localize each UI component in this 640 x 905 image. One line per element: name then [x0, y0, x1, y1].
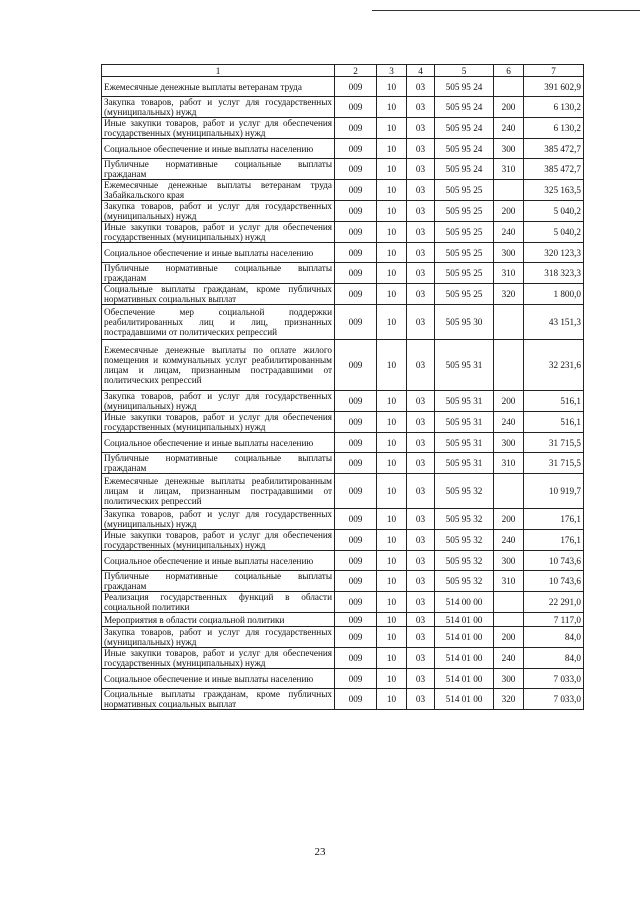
cell-name: Публичные нормативные социальные выплаты гражданам	[102, 571, 335, 592]
cell-ved: 009	[335, 340, 377, 391]
header-row	[102, 65, 584, 77]
cell-name: Ежемесячные денежные выплаты по оплате жилого помещения и коммунальных услуг реабилитированным лицам и лицам, признанным пострадавшими от политических репрессий	[102, 340, 335, 391]
cell-name: Социальное обеспечение и иные выплаты населению	[102, 551, 335, 571]
cell-ved: 009	[335, 571, 377, 592]
cell-summa: 516,1	[524, 391, 584, 412]
cell-ved: 009	[335, 201, 377, 222]
cell-podrazdel: 03	[407, 180, 435, 201]
cell-summa: 391 602,9	[524, 77, 584, 97]
cell-vid-rashodov: 240	[494, 648, 524, 669]
cell-razdel: 10	[377, 648, 407, 669]
cell-razdel: 10	[377, 530, 407, 551]
cell-tselevaya-statya: 514 01 00	[435, 648, 494, 669]
cell-name: Закупка товаров, работ и услуг для государственных (муниципальных) нужд	[102, 391, 335, 412]
cell-podrazdel: 03	[407, 77, 435, 97]
cell-vid-rashodov: 320	[494, 689, 524, 710]
cell-vid-rashodov: 300	[494, 139, 524, 159]
cell-summa: 320 123,3	[524, 243, 584, 263]
cell-name: Социальные выплаты гражданам, кроме публичных нормативных социальных выплат	[102, 284, 335, 305]
table-row	[102, 118, 584, 139]
cell-name: Социальное обеспечение и иные выплаты населению	[102, 433, 335, 453]
cell-tselevaya-statya: 505 95 31	[435, 391, 494, 412]
table-row	[102, 474, 584, 509]
cell-tselevaya-statya: 514 01 00	[435, 669, 494, 689]
cell-tselevaya-statya: 514 01 00	[435, 689, 494, 710]
cell-summa: 6 130,2	[524, 118, 584, 139]
cell-name: Закупка товаров, работ и услуг для государственных (муниципальных) нужд	[102, 97, 335, 118]
cell-ved: 009	[335, 391, 377, 412]
cell-summa: 385 472,7	[524, 139, 584, 159]
cell-razdel: 10	[377, 243, 407, 263]
cell-razdel: 10	[377, 97, 407, 118]
cell-summa: 7 117,0	[524, 613, 584, 627]
cell-name: Ежемесячные денежные выплаты реабилитированным лицам и лицам, признанным пострадавшими от политических репрессий	[102, 474, 335, 509]
cell-podrazdel: 03	[407, 340, 435, 391]
cell-vid-rashodov: 300	[494, 551, 524, 571]
cell-podrazdel: 03	[407, 592, 435, 613]
cell-razdel: 10	[377, 433, 407, 453]
cell-podrazdel: 03	[407, 551, 435, 571]
table-row	[102, 530, 584, 551]
cell-podrazdel: 03	[407, 613, 435, 627]
cell-razdel: 10	[377, 689, 407, 710]
cell-razdel: 10	[377, 263, 407, 284]
cell-tselevaya-statya: 514 00 00	[435, 592, 494, 613]
cell-razdel: 10	[377, 551, 407, 571]
cell-summa: 10 743,6	[524, 551, 584, 571]
cell-vid-rashodov: 320	[494, 284, 524, 305]
page-number: 23	[314, 846, 326, 858]
cell-tselevaya-statya: 505 95 25	[435, 263, 494, 284]
cell-ved: 009	[335, 530, 377, 551]
cell-tselevaya-statya: 514 01 00	[435, 627, 494, 648]
cell-ved: 009	[335, 263, 377, 284]
cell-vid-rashodov	[494, 180, 524, 201]
table-row	[102, 689, 584, 710]
cell-ved: 009	[335, 433, 377, 453]
cell-razdel: 10	[377, 509, 407, 530]
cell-ved: 009	[335, 669, 377, 689]
cell-vid-rashodov: 200	[494, 627, 524, 648]
cell-ved: 009	[335, 509, 377, 530]
cell-podrazdel: 03	[407, 284, 435, 305]
header-col-1: 1	[102, 65, 335, 77]
cell-razdel: 10	[377, 201, 407, 222]
table-row	[102, 648, 584, 669]
top-rule	[372, 10, 640, 11]
cell-razdel: 10	[377, 77, 407, 97]
cell-name: Иные закупки товаров, работ и услуг для обеспечения государственных (муниципальных) нужд	[102, 530, 335, 551]
cell-razdel: 10	[377, 284, 407, 305]
cell-ved: 009	[335, 159, 377, 180]
table-row	[102, 284, 584, 305]
cell-vid-rashodov	[494, 305, 524, 340]
cell-podrazdel: 03	[407, 627, 435, 648]
cell-ved: 009	[335, 627, 377, 648]
cell-ved: 009	[335, 284, 377, 305]
cell-tselevaya-statya: 505 95 25	[435, 243, 494, 263]
cell-tselevaya-statya: 505 95 32	[435, 530, 494, 551]
cell-ved: 009	[335, 118, 377, 139]
cell-ved: 009	[335, 592, 377, 613]
cell-summa: 318 323,3	[524, 263, 584, 284]
cell-vid-rashodov: 240	[494, 118, 524, 139]
cell-tselevaya-statya: 505 95 31	[435, 433, 494, 453]
cell-vid-rashodov: 240	[494, 412, 524, 433]
cell-ved: 009	[335, 97, 377, 118]
cell-vid-rashodov: 310	[494, 159, 524, 180]
cell-podrazdel: 03	[407, 571, 435, 592]
table-row	[102, 180, 584, 201]
cell-tselevaya-statya: 505 95 32	[435, 571, 494, 592]
cell-vid-rashodov: 300	[494, 433, 524, 453]
cell-vid-rashodov: 200	[494, 391, 524, 412]
table-row	[102, 391, 584, 412]
cell-vid-rashodov	[494, 77, 524, 97]
table-row	[102, 305, 584, 340]
cell-vid-rashodov: 310	[494, 453, 524, 474]
cell-podrazdel: 03	[407, 118, 435, 139]
cell-name: Публичные нормативные социальные выплаты гражданам	[102, 453, 335, 474]
cell-ved: 009	[335, 689, 377, 710]
cell-ved: 009	[335, 551, 377, 571]
table-row	[102, 243, 584, 263]
cell-podrazdel: 03	[407, 263, 435, 284]
cell-tselevaya-statya: 505 95 24	[435, 118, 494, 139]
cell-vid-rashodov: 300	[494, 669, 524, 689]
cell-summa: 43 151,3	[524, 305, 584, 340]
cell-name: Закупка товаров, работ и услуг для государственных (муниципальных) нужд	[102, 627, 335, 648]
cell-ved: 009	[335, 453, 377, 474]
cell-name: Обеспечение мер социальной поддержки реабилитированных лиц и лиц, признанных пострадавшими от политических репрессий	[102, 305, 335, 340]
cell-summa: 32 231,6	[524, 340, 584, 391]
cell-name: Публичные нормативные социальные выплаты гражданам	[102, 263, 335, 284]
cell-summa: 5 040,2	[524, 201, 584, 222]
cell-summa: 31 715,5	[524, 453, 584, 474]
cell-summa: 1 800,0	[524, 284, 584, 305]
table-body	[102, 77, 584, 710]
cell-vid-rashodov	[494, 613, 524, 627]
cell-vid-rashodov: 200	[494, 509, 524, 530]
table-row	[102, 433, 584, 453]
cell-summa: 176,1	[524, 509, 584, 530]
cell-tselevaya-statya: 514 01 00	[435, 613, 494, 627]
cell-summa: 516,1	[524, 412, 584, 433]
cell-tselevaya-statya: 505 95 31	[435, 453, 494, 474]
header-col-7: 7	[524, 65, 584, 77]
table-row	[102, 201, 584, 222]
budget-table	[101, 64, 584, 710]
table-row	[102, 613, 584, 627]
cell-name: Иные закупки товаров, работ и услуг для обеспечения государственных (муниципальных) нужд	[102, 118, 335, 139]
cell-summa: 84,0	[524, 648, 584, 669]
cell-tselevaya-statya: 505 95 24	[435, 139, 494, 159]
cell-razdel: 10	[377, 139, 407, 159]
cell-podrazdel: 03	[407, 412, 435, 433]
cell-name: Закупка товаров, работ и услуг для государственных (муниципальных) нужд	[102, 509, 335, 530]
table-row	[102, 159, 584, 180]
table-row	[102, 509, 584, 530]
cell-podrazdel: 03	[407, 689, 435, 710]
cell-name: Иные закупки товаров, работ и услуг для обеспечения государственных (муниципальных) нужд	[102, 648, 335, 669]
cell-name: Мероприятия в области социальной политики	[102, 613, 335, 627]
table-row	[102, 571, 584, 592]
cell-tselevaya-statya: 505 95 31	[435, 412, 494, 433]
cell-vid-rashodov: 310	[494, 571, 524, 592]
cell-ved: 009	[335, 474, 377, 509]
cell-summa: 10 919,7	[524, 474, 584, 509]
cell-name: Социальное обеспечение и иные выплаты населению	[102, 669, 335, 689]
cell-name: Социальные выплаты гражданам, кроме публичных нормативных социальных выплат	[102, 689, 335, 710]
cell-ved: 009	[335, 139, 377, 159]
cell-name: Ежемесячные денежные выплаты ветеранам труда Забайкальского края	[102, 180, 335, 201]
cell-name: Социальное обеспечение и иные выплаты населению	[102, 139, 335, 159]
cell-summa: 7 033,0	[524, 689, 584, 710]
cell-name: Иные закупки товаров, работ и услуг для обеспечения государственных (муниципальных) нужд	[102, 222, 335, 243]
cell-vid-rashodov: 240	[494, 222, 524, 243]
cell-name: Социальное обеспечение и иные выплаты населению	[102, 243, 335, 263]
cell-summa: 84,0	[524, 627, 584, 648]
cell-ved: 009	[335, 243, 377, 263]
table-row	[102, 77, 584, 97]
table-row	[102, 551, 584, 571]
header-col-2: 2	[335, 65, 377, 77]
cell-name: Публичные нормативные социальные выплаты гражданам	[102, 159, 335, 180]
cell-vid-rashodov: 310	[494, 263, 524, 284]
cell-podrazdel: 03	[407, 453, 435, 474]
table-row	[102, 222, 584, 243]
cell-ved: 009	[335, 305, 377, 340]
cell-tselevaya-statya: 505 95 32	[435, 551, 494, 571]
cell-razdel: 10	[377, 627, 407, 648]
cell-summa: 22 291,0	[524, 592, 584, 613]
table-row	[102, 627, 584, 648]
cell-summa: 325 163,5	[524, 180, 584, 201]
table-row	[102, 592, 584, 613]
cell-razdel: 10	[377, 613, 407, 627]
cell-vid-rashodov	[494, 474, 524, 509]
cell-tselevaya-statya: 505 95 32	[435, 474, 494, 509]
cell-razdel: 10	[377, 412, 407, 433]
cell-vid-rashodov	[494, 340, 524, 391]
header-col-4: 4	[407, 65, 435, 77]
cell-tselevaya-statya: 505 95 24	[435, 159, 494, 180]
cell-podrazdel: 03	[407, 97, 435, 118]
cell-podrazdel: 03	[407, 391, 435, 412]
header-col-5: 5	[435, 65, 494, 77]
cell-tselevaya-statya: 505 95 24	[435, 77, 494, 97]
cell-ved: 009	[335, 613, 377, 627]
cell-razdel: 10	[377, 669, 407, 689]
cell-summa: 6 130,2	[524, 97, 584, 118]
cell-summa: 5 040,2	[524, 222, 584, 243]
table-row	[102, 412, 584, 433]
cell-razdel: 10	[377, 474, 407, 509]
cell-tselevaya-statya: 505 95 30	[435, 305, 494, 340]
cell-razdel: 10	[377, 118, 407, 139]
cell-razdel: 10	[377, 159, 407, 180]
cell-razdel: 10	[377, 592, 407, 613]
table-row	[102, 453, 584, 474]
cell-razdel: 10	[377, 305, 407, 340]
cell-tselevaya-statya: 505 95 25	[435, 222, 494, 243]
cell-podrazdel: 03	[407, 222, 435, 243]
cell-podrazdel: 03	[407, 648, 435, 669]
cell-tselevaya-statya: 505 95 25	[435, 284, 494, 305]
cell-tselevaya-statya: 505 95 24	[435, 97, 494, 118]
table-row	[102, 340, 584, 391]
cell-vid-rashodov	[494, 592, 524, 613]
cell-podrazdel: 03	[407, 433, 435, 453]
cell-ved: 009	[335, 180, 377, 201]
cell-summa: 7 033,0	[524, 669, 584, 689]
cell-ved: 009	[335, 412, 377, 433]
cell-razdel: 10	[377, 340, 407, 391]
cell-name: Ежемесячные денежные выплаты ветеранам труда	[102, 77, 335, 97]
cell-summa: 385 472,7	[524, 159, 584, 180]
cell-tselevaya-statya: 505 95 25	[435, 201, 494, 222]
cell-podrazdel: 03	[407, 530, 435, 551]
table-row	[102, 139, 584, 159]
cell-ved: 009	[335, 222, 377, 243]
header-col-6: 6	[494, 65, 524, 77]
cell-name: Реализация государственных функций в области социальной политики	[102, 592, 335, 613]
cell-summa: 176,1	[524, 530, 584, 551]
cell-vid-rashodov: 300	[494, 243, 524, 263]
cell-razdel: 10	[377, 453, 407, 474]
cell-podrazdel: 03	[407, 305, 435, 340]
cell-podrazdel: 03	[407, 243, 435, 263]
cell-vid-rashodov: 240	[494, 530, 524, 551]
cell-tselevaya-statya: 505 95 25	[435, 180, 494, 201]
cell-razdel: 10	[377, 222, 407, 243]
cell-podrazdel: 03	[407, 139, 435, 159]
cell-ved: 009	[335, 648, 377, 669]
cell-razdel: 10	[377, 571, 407, 592]
cell-razdel: 10	[377, 180, 407, 201]
cell-podrazdel: 03	[407, 669, 435, 689]
table-row	[102, 97, 584, 118]
table-row	[102, 263, 584, 284]
cell-name: Закупка товаров, работ и услуг для государственных (муниципальных) нужд	[102, 201, 335, 222]
cell-podrazdel: 03	[407, 509, 435, 530]
cell-podrazdel: 03	[407, 474, 435, 509]
cell-summa: 10 743,6	[524, 571, 584, 592]
cell-podrazdel: 03	[407, 159, 435, 180]
cell-tselevaya-statya: 505 95 31	[435, 340, 494, 391]
header-col-3: 3	[377, 65, 407, 77]
cell-vid-rashodov: 200	[494, 97, 524, 118]
cell-summa: 31 715,5	[524, 433, 584, 453]
cell-razdel: 10	[377, 391, 407, 412]
cell-vid-rashodov: 200	[494, 201, 524, 222]
cell-name: Иные закупки товаров, работ и услуг для обеспечения государственных (муниципальных) нужд	[102, 412, 335, 433]
cell-ved: 009	[335, 77, 377, 97]
cell-tselevaya-statya: 505 95 32	[435, 509, 494, 530]
table-row	[102, 669, 584, 689]
cell-podrazdel: 03	[407, 201, 435, 222]
